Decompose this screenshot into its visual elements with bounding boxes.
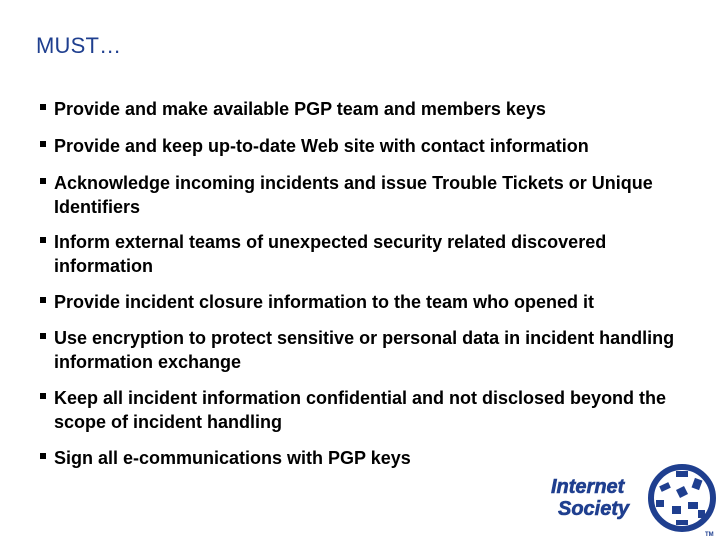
square-bullet-icon <box>30 290 54 314</box>
bullet-text: Keep all incident information confidential and not disclosed beyond the scope of incident handling <box>54 388 667 432</box>
square-bullet-icon <box>30 386 54 410</box>
bullet-text: Use encryption to protect sensitive or personal data in incident handling information exchange <box>54 328 675 372</box>
bullet-item <box>30 134 680 158</box>
bullet-item <box>30 97 680 121</box>
bullet-text: Provide and keep up-to-date Web site with contact information <box>54 136 589 156</box>
bullet-item <box>30 326 680 374</box>
square-bullet-icon <box>30 326 54 350</box>
slide-title: MUST… <box>36 33 122 58</box>
globe-icon <box>651 467 713 529</box>
bullet-item <box>30 290 680 314</box>
bullet-item <box>30 171 680 219</box>
bullet-item <box>30 230 680 278</box>
logo-wordmark <box>551 476 630 520</box>
bullet-item <box>30 386 680 434</box>
logo-text-internet: Internet <box>551 476 625 498</box>
bullet-text: Inform external teams of unexpected security related discovered information <box>54 232 607 276</box>
bullet-text: Provide and make available PGP team and members keys <box>54 99 546 119</box>
logo-text-society: Society <box>558 498 630 520</box>
bullet-text: Sign all e-communications with PGP keys <box>54 448 411 468</box>
square-bullet-icon <box>30 134 54 158</box>
logo-trademark: TM <box>705 532 714 538</box>
bullet-text: Acknowledge incoming incidents and issue Trouble Tickets or Unique Identifiers <box>54 173 653 217</box>
square-bullet-icon <box>30 230 54 254</box>
square-bullet-icon <box>30 171 54 195</box>
square-bullet-icon <box>30 446 54 470</box>
internet-society-logo <box>548 462 718 538</box>
bullet-text: Provide incident closure information to the team who opened it <box>54 292 595 312</box>
square-bullet-icon <box>30 97 54 121</box>
